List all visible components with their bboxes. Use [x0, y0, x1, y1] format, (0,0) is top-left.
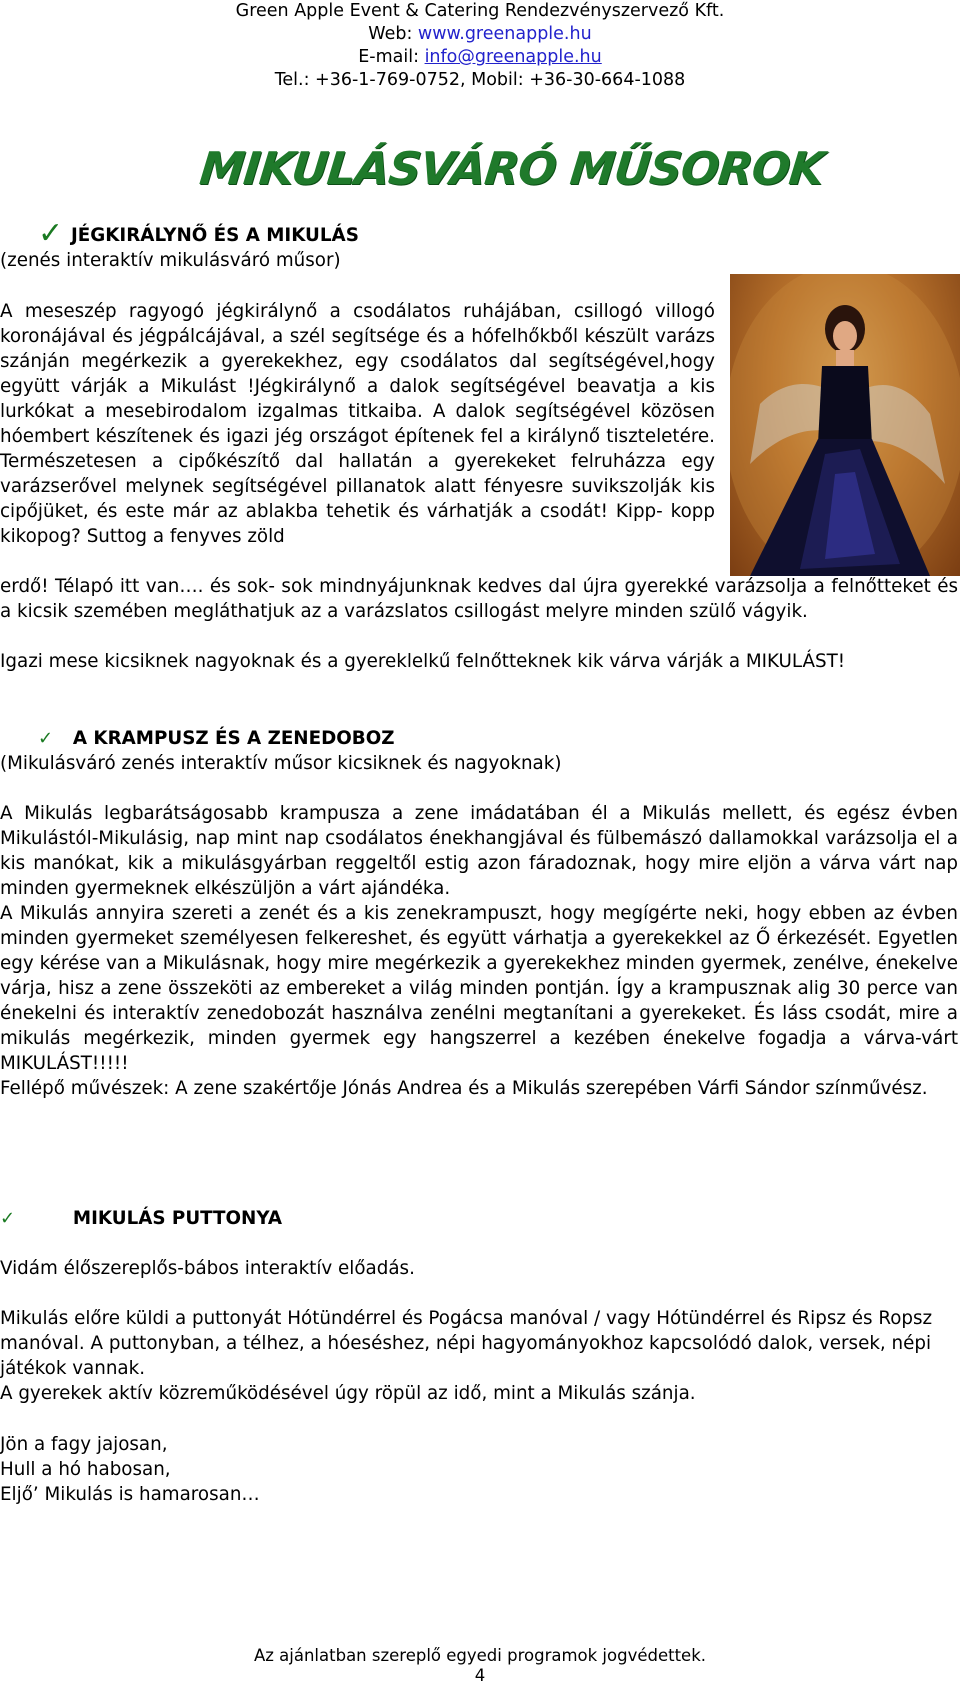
phone-line: Tel.: +36-1-769-0752, Mobil: +36-30-664-1088: [274, 70, 686, 90]
section-text-wide: erdő! Télapó itt van…. és sok- sok mindnyájunknak kedves dal újra gyerekké varázsolja a felnőtteket és a kicsik szemében megláthatjuk az a varázslatos csillogást melyre minden szülő vágyik.: [0, 576, 958, 622]
poem-line: Hull a hó habosan,: [0, 1459, 171, 1480]
section-heading: JÉGKIRÁLYNŐ ÉS A MIKULÁS: [70, 225, 359, 246]
company-name: Green Apple Event & Catering Rendezvényszervező Kft.: [235, 1, 725, 21]
web-line: Web: www.greenapple.hu: [368, 24, 592, 44]
check-icon: ✓: [38, 728, 54, 749]
poem: [0, 1432, 958, 1507]
section-heading-row: [0, 1206, 958, 1231]
section-heading-row: [0, 216, 958, 251]
check-icon: ✓: [0, 1208, 16, 1229]
email-line: E-mail: info@greenapple.hu: [358, 47, 602, 67]
section-puttonya: [0, 1206, 958, 1231]
paragraph: A gyerekek aktív közreműködésével úgy röpül az idő, mint a Mikulás szánja.: [0, 1383, 696, 1404]
paragraph: Mikulás előre küldi a puttonyát Hótündérrel és Pogácsa manóval / vagy Hótündérrel és Ripsz és Ropsz manóval. A puttonyban, a télhez, a hóeséshez, népi hagyományokhoz kapcsolódó dalok, versek, népi játékok vannak.: [0, 1308, 933, 1379]
performer-photo: [730, 274, 960, 576]
section-jegkiralyno: [0, 216, 958, 273]
letterhead: [0, 0, 960, 92]
section-krampusz-text: [0, 801, 958, 1101]
website-link[interactable]: www.greenapple.hu: [417, 24, 592, 44]
poem-line: Jön a fagy jajosan,: [0, 1434, 168, 1455]
paragraph: Fellépő művészek: A zene szakértője Jónás Andrea és a Mikulás szerepében Várfi Sándor színművész.: [0, 1078, 928, 1099]
paragraph: A Mikulás legbarátságosabb krampusza a zene imádatában él a Mikulás mellett, és egész évben Mikulástól-Mikulásig, nap mint nap csodálatos énekhangjával és fülbemászó dallamokkal varázsolja el a kis manókat, kik a mikulásgyárban reggeltől estig azon fáradoznak, hogy mire eljön a várva várt nap minden gyermeknek elkészüljön a várt ajándéka.: [0, 803, 958, 899]
section-krampusz: [0, 726, 958, 776]
section-heading: A KRAMPUSZ ÉS A ZENEDOBOZ: [72, 728, 395, 749]
page-number: 4: [474, 1666, 486, 1685]
section-subtitle: (Mikulásváró zenés interaktív műsor kicsiknek és nagyoknak): [0, 753, 562, 774]
page-footer: [0, 1646, 960, 1686]
section-text-narrow: A meseszép ragyogó jégkirálynő a csodálatos ruhájában, csillogó villogó koronájával és jégpálcájával, a szél segítsége és a hófelhőkből készült varázs szánján megérkezik a gyerekekhez, egy csodálatos dal segítségével,hogy együtt várják a Mikulást !Jégkirálynő a dalok segítségével beavatja a kis lurkókat a mesebirodalom izgalmas titkaiba. A dalok segítségével közösen hóembert készítenek és igazi jég országot építenek fel a királynő tiszteletére. Természetesen a cipőkészítő dal hallatán a gyerekeket felruházza egy varázserővel melynek segítségével pillanatok alatt fényesre suvikszolják kis cipőjüket, és este már az ablakba tehetik és várhatják a csodát! Kipp- kopp kikopog? Suttog a fenyves zöld: [0, 301, 715, 547]
section-heading-row: [0, 726, 958, 751]
copyright-note: Az ajánlatban szereplő egyedi programok jogvédettek.: [253, 1646, 707, 1665]
email-link[interactable]: info@greenapple.hu: [424, 47, 602, 67]
check-icon: ✓: [38, 216, 64, 251]
section-heading: MIKULÁS PUTTONYA: [72, 1208, 282, 1229]
poem-line: Eljő’ Mikulás is hamarosan…: [0, 1484, 260, 1505]
section-closing: Igazi mese kicsiknek nagyoknak és a gyereklelkű felnőtteknek kik várva várják a MIKULÁST!: [0, 651, 846, 672]
section-subtitle: Vidám élőszereplős-bábos interaktív előadás.: [0, 1258, 415, 1279]
page-title: MIKULÁSVÁRÓ MŰSOROK: [197, 142, 826, 195]
ice-queen-figure: [730, 274, 960, 576]
paragraph: A Mikulás annyira szereti a zenét és a kis zenekrampuszt, hogy megígérte neki, hogy ebben az évben minden gyermeket személyesen felkereshet, és együtt várhatja a gyerekekkel az Ő érkezését. Egyetlen egy kérése van a Mikulásnak, hogy mire megérkezik a gyerekekhez minden gyermek, zenélve, énekelve várja, hisz a zene összeköti az embereket a világ minden pontján. Így a krampusznak alig 30 perce van énekelni és interaktív zenedobozát használva zenélni megtanítani a gyerekeket. És láss csodát, mire a mikulás megérkezik, minden gyermek egy hangszerrel a kezében énekelve fogadja a várva-várt MIKULÁST!!!!!: [0, 903, 958, 1074]
section-subtitle: (zenés interaktív mikulásváró műsor): [0, 250, 341, 271]
section-puttonya-text: [0, 1306, 958, 1406]
